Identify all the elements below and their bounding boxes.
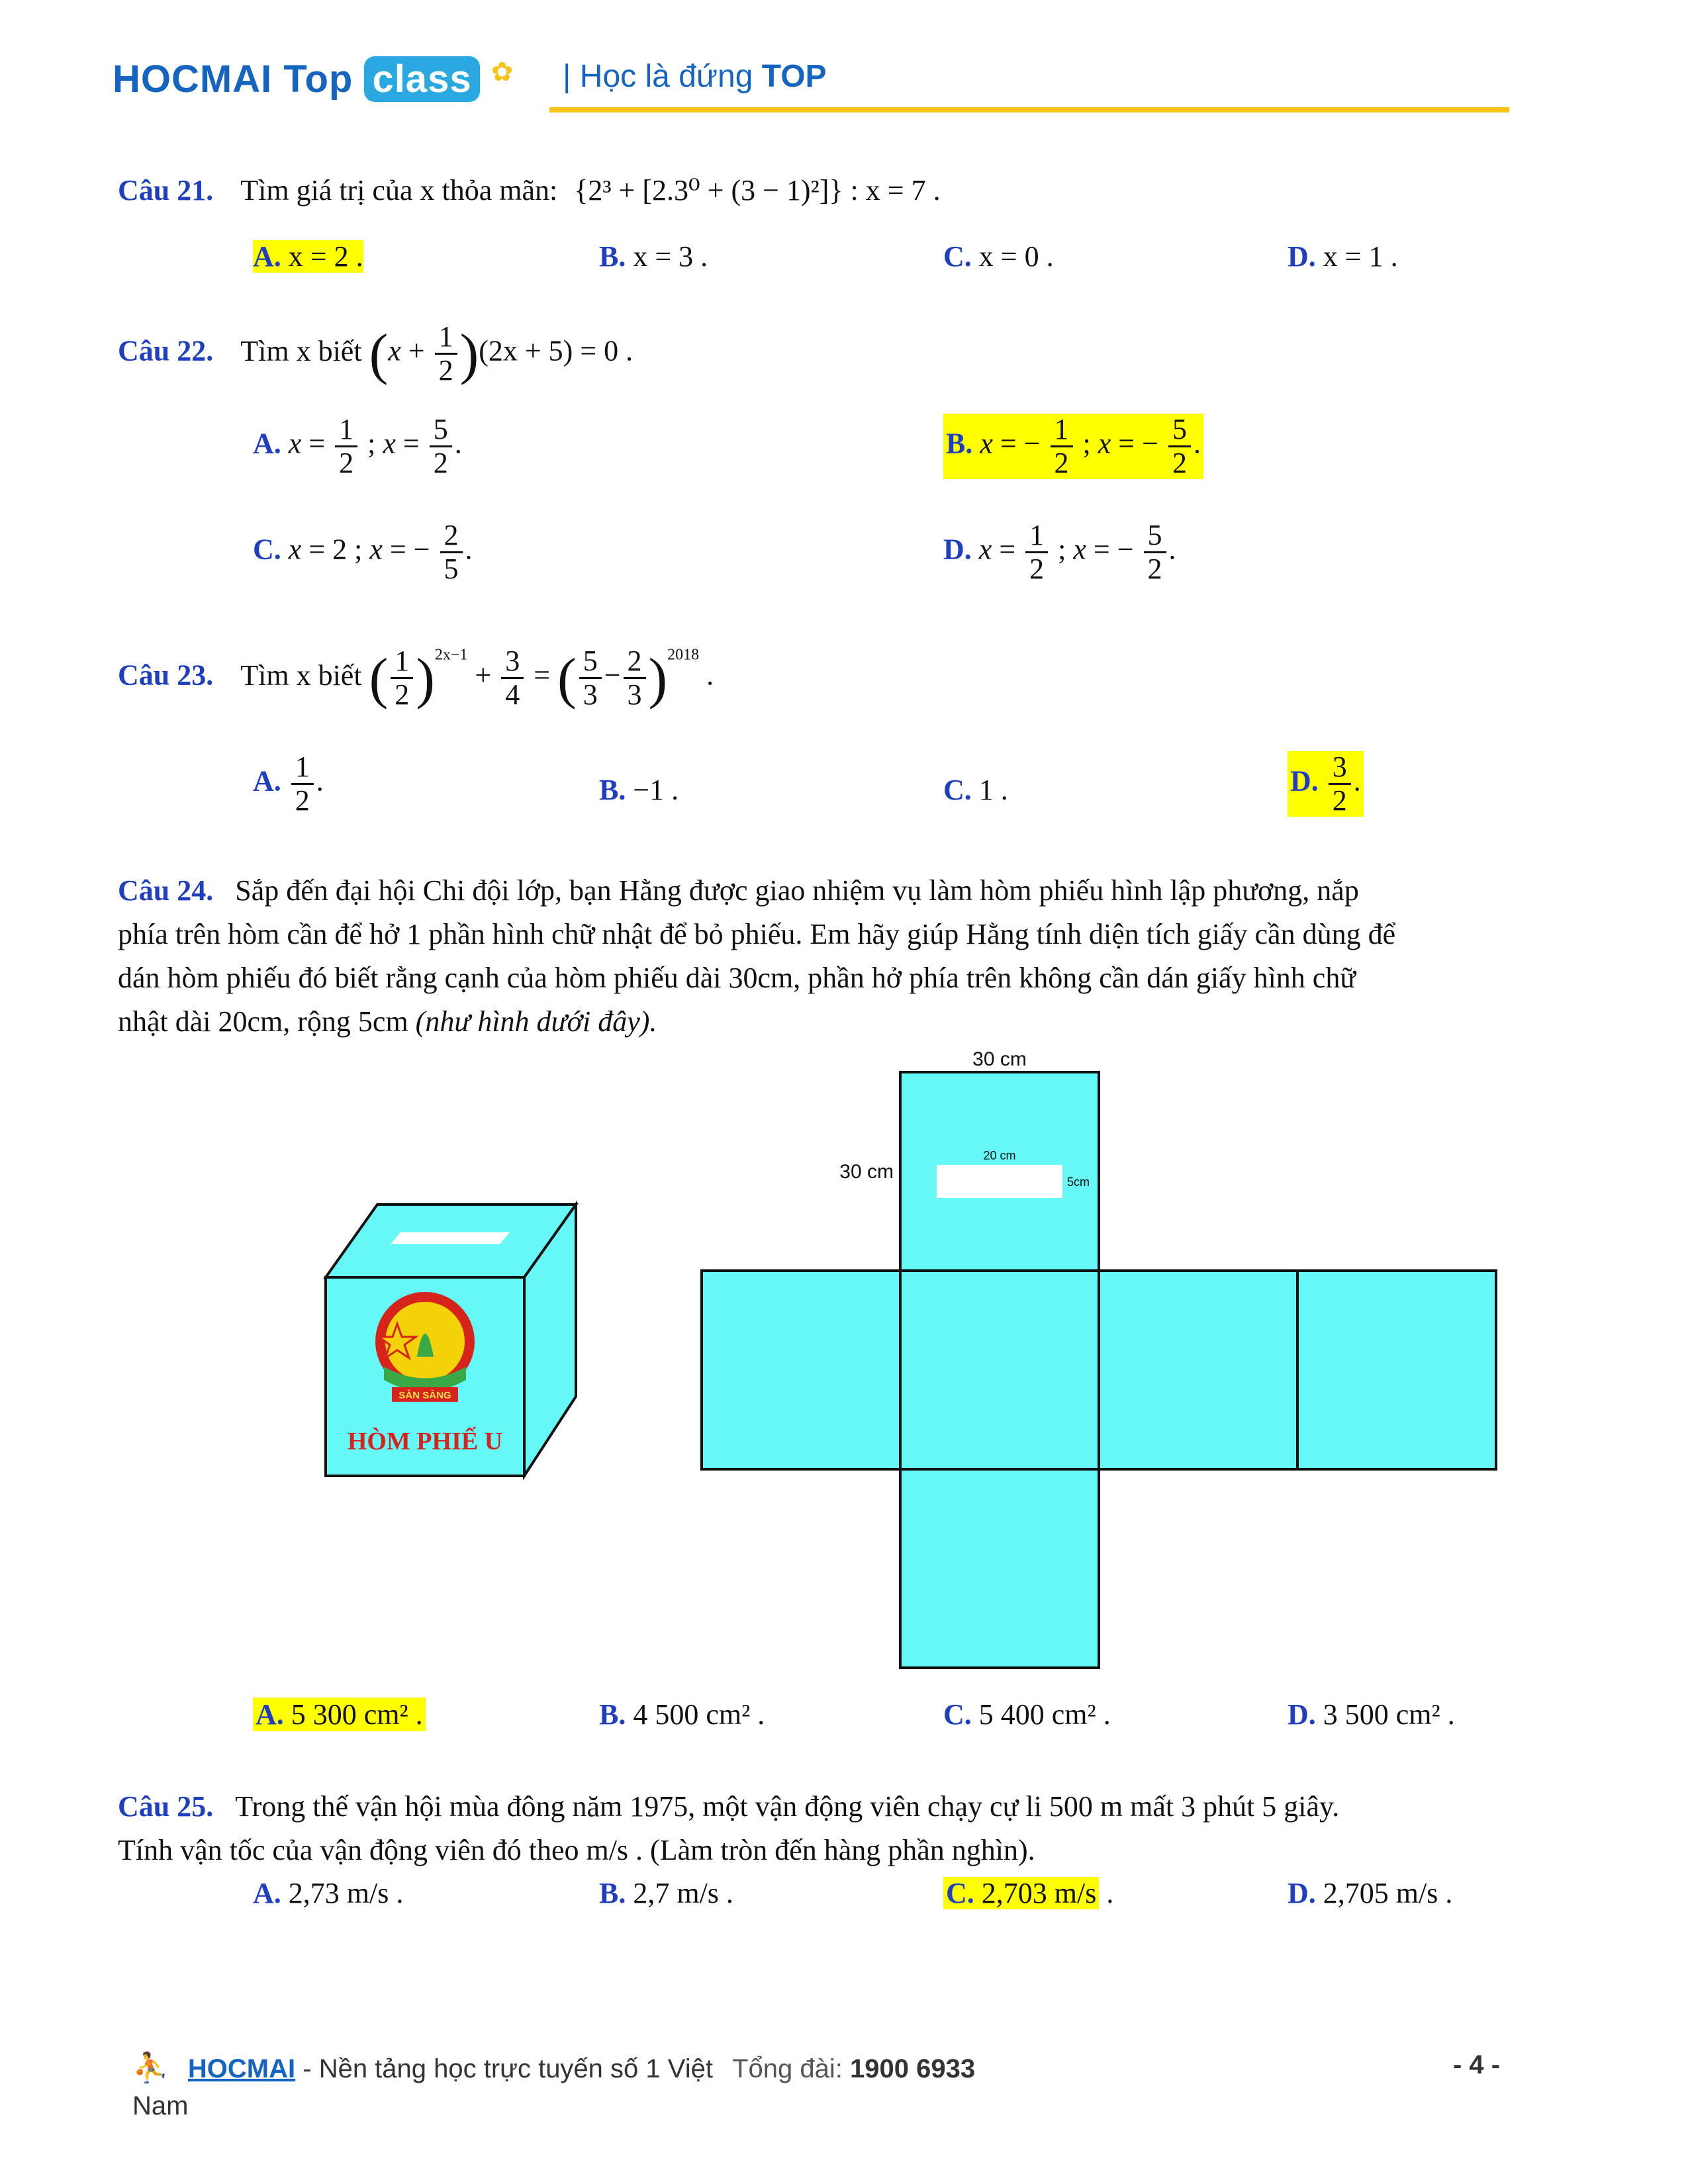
question-24-line1: Sắp đến đại hội Chi đội lớp, bạn Hằng được giao nhiệm vụ làm hòm phiếu hình lập phương, nắp: [235, 874, 1359, 907]
q21-option-d-text: x = 1 .: [1323, 240, 1398, 273]
q21-option-d-label: D.: [1288, 240, 1316, 273]
ballot-box: [326, 1205, 576, 1476]
q21-option-a[interactable]: [253, 240, 363, 273]
question-21-label: Câu 21.: [118, 174, 214, 206]
question-23-text: Tìm x biết: [240, 659, 362, 692]
question-25-label: Câu 25.: [118, 1790, 214, 1823]
q24-option-d-label: D.: [1288, 1698, 1316, 1731]
q23-option-d-label: D.: [1290, 764, 1319, 797]
question-22-equation-tail: (2x + 5) = 0 .: [479, 334, 633, 367]
question-23: Câu 23. Tìm x biết ( $\frac{1}{2}$ )$^{2x-1}$ + $\frac{3}{4}$ = ( $\frac{5}{3}$ − $\frac{2}{3}$ )$^{2018}$ .: [118, 645, 714, 711]
emblem-banner-text: SẴN SÀNG: [399, 1390, 451, 1401]
q24-option-d[interactable]: [1288, 1698, 1455, 1731]
q24-option-c-text: 5 400 cm² .: [978, 1698, 1111, 1731]
q22-fraction: $\frac{1}{2}$: [435, 321, 457, 387]
question-21-equation: {2³ + [2.3⁰ + (3 − 1)²]} : x = 7 .: [574, 174, 941, 206]
footer-brand-link[interactable]: HOCMAI: [187, 2054, 296, 2083]
q23-option-a-label: A.: [253, 764, 281, 797]
net-face-right: [1099, 1271, 1297, 1469]
slogan-top: TOP: [761, 59, 827, 94]
header-rule: [549, 107, 1509, 113]
header-logo: [113, 57, 514, 101]
q23-option-c[interactable]: [943, 773, 1008, 807]
cube-net: [702, 1072, 1496, 1668]
question-24-line3: dán hòm phiếu đó biết rằng cạnh của hòm phiếu dài 30cm, phần hở phía trên không cần dán giấy hình chữ: [118, 962, 1356, 994]
q21-option-a-text: x = 2 .: [288, 240, 363, 273]
q23-option-c-label: C.: [943, 774, 972, 806]
question-21: [118, 173, 941, 207]
q21-option-b-label: B.: [599, 240, 626, 273]
question-22-text: Tìm x biết: [240, 334, 362, 367]
question-24-line2: phía trên hòm cần để hở 1 phần hình chữ nhật để bỏ phiếu. Em hãy giúp Hằng tính diện tích giấy cần dùng để: [118, 918, 1396, 950]
q25-option-c-text: 2,703 m/s: [981, 1877, 1097, 1909]
q23-option-b[interactable]: [599, 773, 679, 807]
q23-option-c-text: 1 .: [978, 774, 1008, 806]
q25-option-d-text: 2,705 m/s .: [1323, 1877, 1453, 1909]
header-slogan: [563, 58, 827, 95]
question-23-label: Câu 23.: [118, 659, 214, 692]
q25-option-c-label: C.: [946, 1877, 974, 1909]
q24-option-a[interactable]: [253, 1698, 426, 1731]
q21-option-c-text: x = 0 .: [978, 240, 1054, 273]
q25-option-d[interactable]: [1288, 1876, 1452, 1910]
footer-tagline: - Nền tảng học trực tuyến số 1 Việt: [295, 2054, 713, 2083]
q23-option-b-text: −1 .: [633, 774, 679, 806]
q25-option-b-text: 2,7 m/s .: [633, 1877, 733, 1909]
footer-logo-icon: ⛹: [132, 2052, 169, 2084]
question-24-line4: nhật dài 20cm, rộng 5cm: [118, 1005, 416, 1038]
q25-option-a-text: 2,73 m/s .: [288, 1877, 404, 1909]
question-25-line2: Tính vận tốc của vận động viên đó theo m/s . (Làm tròn đến hàng phần nghìn).: [118, 1834, 1035, 1866]
q24-option-b-label: B.: [599, 1698, 626, 1731]
question-25-line1: Trong thế vận hội mùa đông năm 1975, một vận động viên chạy cự li 500 m mất 3 phút 5 giây.: [235, 1790, 1340, 1823]
q23-option-a[interactable]: A. $\frac{1}{2}$ .: [253, 751, 324, 817]
net-face-far-right: [1297, 1271, 1496, 1469]
ballot-box-label: HÒM PHIẾ U: [347, 1428, 503, 1455]
logo-class: class: [364, 56, 479, 102]
q22-option-d-label: D.: [943, 533, 972, 566]
q24-option-a-label: A.: [256, 1698, 284, 1731]
question-25: [118, 1785, 1339, 1872]
q25-option-a-label: A.: [253, 1877, 281, 1909]
q22-paren-close: ): [459, 322, 479, 386]
q22-option-b-label: B.: [946, 427, 973, 460]
net-slot-opening: [937, 1165, 1062, 1198]
q23-exponent-1: 2x−1: [434, 646, 468, 664]
footer: [132, 2050, 975, 2085]
q22-paren-open: (: [369, 322, 389, 386]
net-face-center: [900, 1271, 1099, 1469]
question-24-note: (như hình dưới đây).: [415, 1005, 657, 1038]
q25-option-b-label: B.: [599, 1877, 626, 1909]
q22-option-a[interactable]: A. x = $\frac{1}{2}$ ; x = $\frac{5}{2}$ .: [253, 413, 462, 479]
footer-page-number: - 4 -: [1453, 2050, 1501, 2079]
q25-option-c[interactable]: C. 2,703 m/s .: [943, 1876, 1113, 1910]
footer-wrap-text: Nam: [132, 2091, 189, 2120]
net-top-dimension: 30 cm: [972, 1048, 1027, 1070]
slot-length-dimension: 20 cm: [983, 1149, 1016, 1162]
net-face-left: [702, 1271, 900, 1469]
logo-hocmai: HOCMAI: [113, 58, 273, 101]
question-24-label: Câu 24.: [118, 874, 214, 907]
q25-option-b[interactable]: [599, 1876, 733, 1910]
footer-hotline-label: Tổng đài:: [732, 2054, 850, 2083]
logo-flower-icon: ✿: [491, 58, 514, 87]
q22-option-c[interactable]: C. x = 2 ; x = − $\frac{2}{5}$ .: [253, 519, 473, 585]
slogan-prefix: | Học là đứng: [563, 59, 762, 94]
q24-option-c-label: C.: [943, 1698, 972, 1731]
q24-option-d-text: 3 500 cm² .: [1323, 1698, 1455, 1731]
q23-option-b-label: B.: [599, 774, 626, 806]
q22-option-c-label: C.: [253, 533, 281, 566]
question-22: Câu 22. Tìm x biết (x + $\frac{1}{2}$ )(2x + 5) = 0 .: [118, 320, 633, 387]
ballot-slot: [391, 1232, 510, 1244]
q23-exponent-2: 2018: [667, 646, 700, 664]
net-face-bottom: [900, 1469, 1099, 1668]
q21-option-b-text: x = 3 .: [633, 240, 708, 273]
question-21-text: Tìm giá trị của x thỏa mãn:: [240, 174, 558, 206]
q21-option-c-label: C.: [943, 240, 972, 273]
question-22-label: Câu 22.: [118, 334, 214, 367]
q21-option-a-label: A.: [253, 240, 281, 273]
logo-top: Top: [283, 58, 353, 101]
net-side-dimension: 30 cm: [839, 1161, 894, 1183]
q22-option-d[interactable]: D. x = $\frac{1}{2}$ ; x = − $\frac{5}{2}$ .: [943, 519, 1176, 585]
q22-option-a-label: A.: [253, 427, 281, 460]
ballot-box-figure: [318, 1046, 1509, 1681]
q24-option-b[interactable]: [599, 1698, 765, 1731]
footer-hotline: 1900 6933: [849, 2054, 976, 2083]
q25-option-d-label: D.: [1288, 1877, 1316, 1909]
q23-option-d[interactable]: D. $\frac{3}{2}$ .: [1288, 751, 1364, 817]
q21-option-c[interactable]: [943, 240, 1054, 273]
question-24: [118, 869, 1574, 1044]
q25-option-a[interactable]: [253, 1876, 403, 1910]
slot-width-dimension: 5cm: [1067, 1175, 1090, 1189]
q24-option-c[interactable]: [943, 1698, 1111, 1731]
q21-option-d[interactable]: [1288, 240, 1398, 273]
q24-option-b-text: 4 500 cm² .: [633, 1698, 765, 1731]
q24-option-a-text: 5 300 cm² .: [291, 1698, 423, 1731]
q22-option-b[interactable]: B. x = − $\frac{1}{2}$ ; x = − $\frac{5}{2}$ .: [943, 414, 1203, 479]
q21-option-b[interactable]: [599, 240, 708, 273]
